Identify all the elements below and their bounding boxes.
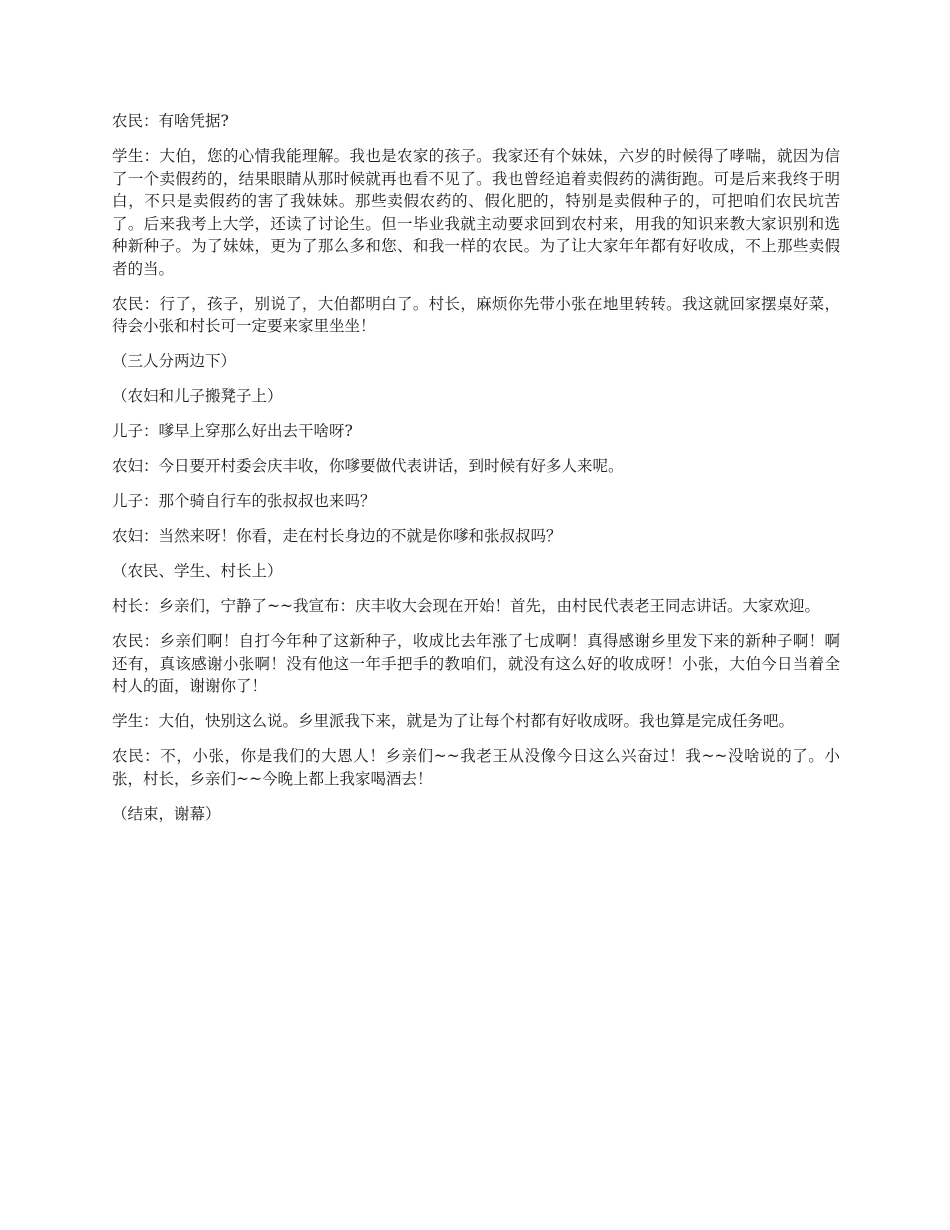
dialogue-line: 农民：乡亲们啊！自打今年种了这新种子，收成比去年涨了七成啊！真得感谢乡里发下来的新种子啊！啊还有，真该感谢小张啊！没有他这一年手把手的教咱们，就没有这么好的收成呀！小张，大伯今日当着全村人的面，谢谢你了！	[112, 632, 840, 695]
stage-direction: （农民、学生、村长上）	[112, 562, 283, 580]
dialogue-line: 学生：大伯，快别这么说。乡里派我下来，就是为了让每个村都有好收成呀。我也算是完成任务吧。	[112, 712, 795, 730]
document-body	[112, 110, 840, 838]
dialogue-line: 农妇：今日要开村委会庆丰收，你嗲要做代表讲话，到时候有好多人来呢。	[112, 457, 624, 475]
dialogue-line: 村长：乡亲们，宁静了~~我宣布：庆丰收大会现在开始！首先，由村民代表老王同志讲话。大家欢迎。	[112, 597, 820, 615]
stage-direction: （结束，谢幕）	[112, 804, 221, 823]
dialogue-line: 学生：大伯，您的心情我能理解。我也是农家的孩子。我家还有个妹妹，六岁的时候得了哮喘，就因为信了一个卖假药的，结果眼睛从那时候就再也看不见了。我也曾经追着卖假药的满街跑。可是后来我终于明白，不只是卖假药的害了我妹妹。那些卖假农药的、假化肥的，特别是卖假种子的，可把咱们农民坑苦了。后来我考上大学，还读了讨论生。但一毕业我就主动要求回到农村来，用我的知识来教大家识别和选种新种子。为了妹妹，更为了那么多和您、和我一样的农民。为了让大家年年都有好收成，不上那些卖假者的当。	[112, 147, 840, 278]
stage-direction: （三人分两边下）	[112, 352, 237, 370]
dialogue-line: 儿子：那个骑自行车的张叔叔也来吗？	[112, 492, 376, 510]
dialogue-line: 农民：不，小张，你是我们的大恩人！乡亲们~~我老王从没像今日这么兴奋过！我~~没啥说的了。小张，村长，乡亲们~~今晚上都上我家喝酒去！	[112, 747, 840, 788]
dialogue-line: 农民：行了，孩子，别说了，大伯都明白了。村长，麻烦你先带小张在地里转转。我这就回家摆桌好菜，待会小张和村长可一定要来家里坐坐！	[112, 294, 840, 335]
dialogue-line: 农妇：当然来呀！你看，走在村长身边的不就是你嗲和张叔叔吗？	[112, 527, 562, 545]
dialogue-line: 农民：有啥凭据?	[112, 112, 229, 130]
stage-direction: （农妇和儿子搬凳子上）	[112, 387, 283, 405]
dialogue-line: 儿子：嗲早上穿那么好出去干啥呀?	[112, 422, 353, 440]
